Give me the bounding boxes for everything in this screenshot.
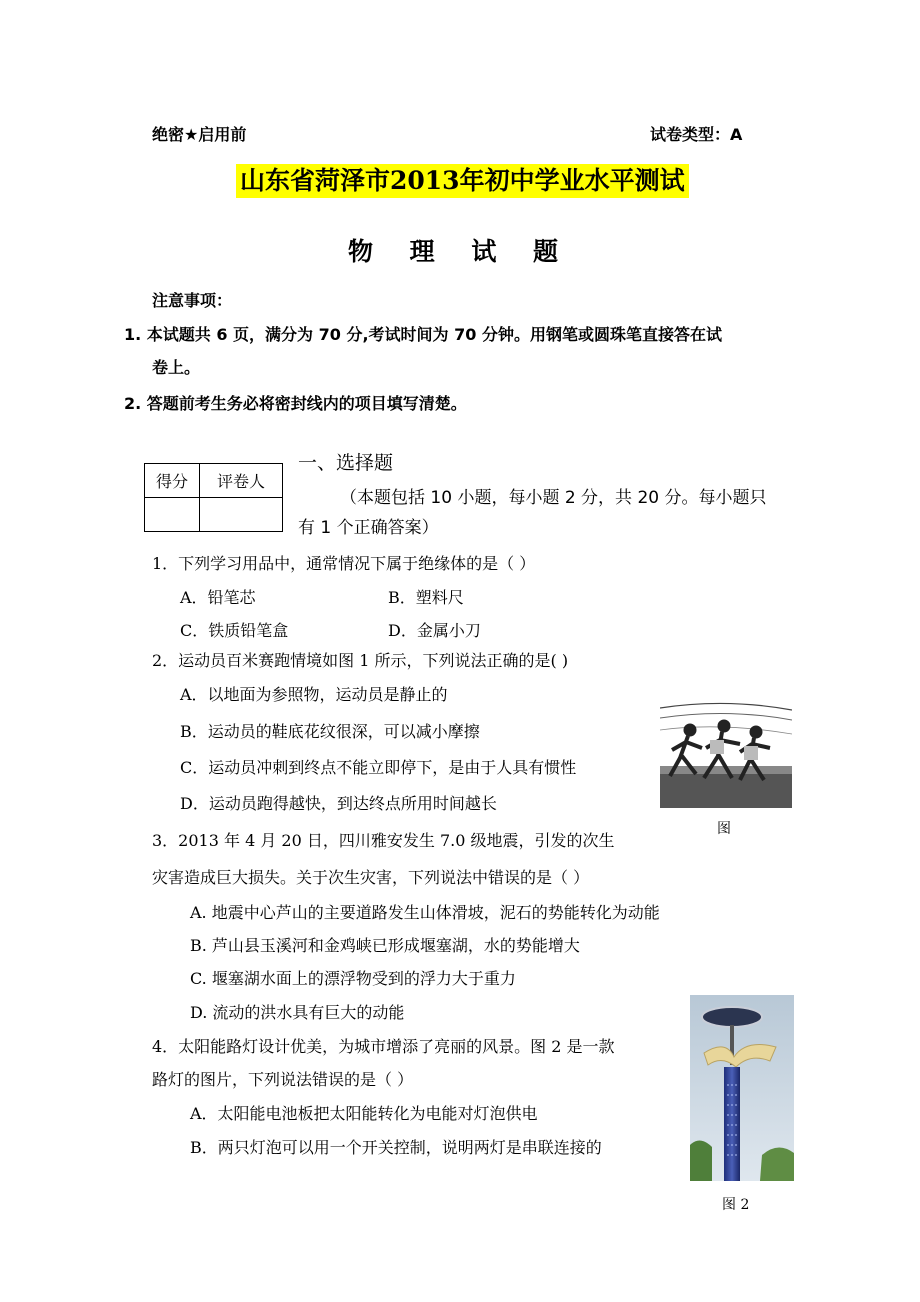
q4-stem-2: 路灯的图片，下列说法错误的是（ ） [152,1070,414,1089]
q4-option-b: B．两只灯泡可以用一个开关控制，说明两灯是串联连接的 [190,1138,602,1157]
q2-option-b: B．运动员的鞋底花纹很深，可以减小摩擦 [180,722,480,741]
section-desc-2: 有 1 个正确答案） [298,518,439,538]
q2-stem: 2．运动员百米赛跑情境如图 1 所示，下列说法正确的是( ) [152,651,569,670]
q3-option-a: A. 地震中心芦山的主要道路发生山体滑坡，泥石的势能转化为动能 [190,903,660,922]
exam-title: 山东省菏泽市2013年初中学业水平测试 [236,164,689,198]
q2-option-c: C．运动员冲刺到终点不能立即停下，是由于人具有惯性 [180,758,577,777]
grader-header: 评卷人 [200,464,283,498]
notice-item-2: 2. 答题前考生务必将密封线内的项目填写清楚。 [124,394,467,413]
solar-lamp-photo [690,995,794,1181]
secret-label: 绝密★启用前 [152,125,247,144]
score-cell[interactable] [145,498,200,532]
score-table [144,463,283,532]
runners-figure [660,700,792,808]
section-desc-1: （本题包括 10 小题，每小题 2 分，共 20 分。每小题只 [340,488,767,508]
notice-heading: 注意事项： [152,291,233,310]
q1-stem: 1．下列学习用品中，通常情况下属于绝缘体的是（ ） [152,554,536,573]
figure-2-caption: 图 2 [722,1197,750,1213]
notice-item-1-cont: 卷上。 [152,358,201,377]
q1-option-d: D．金属小刀 [388,621,481,640]
subject-title: 物 理 试 题 [347,237,573,266]
q1-option-c: C．铁质铅笔盒 [180,621,289,640]
score-header: 得分 [145,464,200,498]
runners-illustration [660,700,792,808]
q2-option-a: A．以地面为参照物，运动员是静止的 [180,685,448,704]
q1-option-b: B．塑料尺 [388,588,464,607]
q4-stem-1: 4．太阳能路灯设计优美，为城市增添了亮丽的风景。图 2 是一款 [152,1037,615,1056]
q3-option-d: D. 流动的洪水具有巨大的动能 [190,1003,405,1022]
notice-item-1: 1. 本试题共 6 页，满分为 70 分,考试时间为 70 分钟。用钢笔或圆珠笔直接答在试 [124,325,722,344]
q1-option-a: A．铅笔芯 [180,588,256,607]
q3-option-c: C. 堰塞湖水面上的漂浮物受到的浮力大于重力 [190,969,516,988]
solar-lamp-figure [690,995,794,1181]
grader-cell[interactable] [200,498,283,532]
q3-stem-2: 灾害造成巨大损失。关于次生灾害，下列说法中错误的是（ ） [152,868,590,887]
section-heading: 一、选择题 [298,452,394,474]
paper-type-label: 试卷类型：A [650,125,743,144]
q3-option-b: B. 芦山县玉溪河和金鸡峡已形成堰塞湖，水的势能增大 [190,936,580,955]
q2-option-d: D．运动员跑得越快，到达终点所用时间越长 [180,794,497,813]
q4-option-a: A．太阳能电池板把太阳能转化为电能对灯泡供电 [190,1104,538,1123]
q3-stem-1: 3．2013 年 4 月 20 日，四川雅安发生 7.0 级地震，引发的次生 [152,831,615,850]
figure-1-caption: 图 [717,821,731,837]
